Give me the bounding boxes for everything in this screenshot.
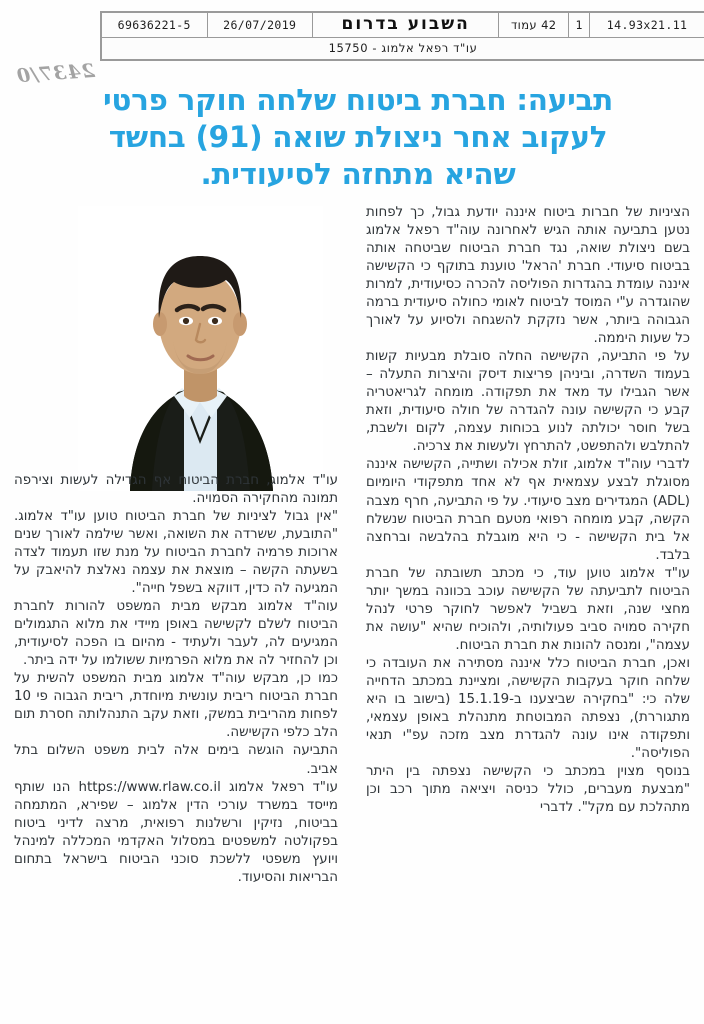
article-column-right [366, 204, 690, 817]
publication-name-cell: השבוע בדרום [312, 13, 498, 38]
clip-count-cell: 1 [569, 13, 590, 38]
article-column-left [14, 204, 338, 887]
headline-line-2: לעקוב אחר ניצולת שואה (91) בחשד [108, 119, 608, 154]
headline-line-1: תביעה: חברת ביטוח שלחה חוקר פרטי [102, 83, 614, 117]
clipping-meta-header [100, 11, 704, 61]
handwritten-scribble-mark: 2437/0 [15, 59, 96, 88]
paragraph: ואכן, חברת הביטוח כלל איננה מסתירה את העובדה כי שלחה חוקר בעקבות הקשישה, ומציינת במכתב הדחייה שלה כי: "בחקירה שביצענו ב-15.1.19 (בישוב בו היא מתגוררת), נצפתה המבוטחת מתנהלת באופן עצמאי, ותפקודה אינו עונה להגדרת מצב מזכה עפ"י תנאי הפוליסה". [366, 655, 690, 761]
clip-size-cell: 14.93x21.11 [590, 13, 704, 38]
clipping-subscriber-cell: עו"ד רפאל אלמוג - 15750 [102, 38, 704, 60]
paragraph: התביעה הוגשה בימים אלה לבית משפט השלום בתל אביב. [14, 743, 338, 777]
headline-line-3: שהיא מתחזה לסיעודית. [200, 156, 516, 191]
clipping-meta-row-2 [102, 38, 704, 60]
clipping-meta-row-1 [102, 13, 704, 38]
article-body [14, 204, 690, 1024]
publication-date-cell: 26/07/2019 [207, 13, 312, 38]
paragraph: בנוסף מצוין במכתב כי הקשישה נצפתה בין היתר "מבצעת מעברים, כולל כניסה ויציאה מתוך רכב וכן מתהלכת עם מקל". לדברי [366, 763, 690, 816]
paragraph: על פי התביעה, הקשישה החלה סובלת מבעיות קשות בעמוד השדרה, וביניהן פריצות דיסק והיצרות התעלה – אשר הגבילו עד מאד את תפקודה. מומחה לגריאטריה קבע כי הקשישה עונה להגדרה של חולה סיעודית, וזאת בשל חוסר יכולתה לנוע בכוחות עצמה, לקום ולשבת, להתלבש ולהתפשט, להתרחץ ולעשות את צרכיה. [366, 349, 690, 455]
photo-spacer [14, 204, 338, 472]
clip-page-cell: 42 עמוד [499, 13, 569, 38]
paragraph: עו"ד אלמוג טוען עוד, כי מכתב תשובתה של חברת הביטוח לתביעתה של הקשישה עוכב בכוונה במשך יותר מחצי שנה, וזאת בשביל לאפשר לחוקר פרטי לנהל חקירה סמויה סביב פעולותיה, ולהוכיח שהיא "עושה את עצמה", ומנסה להונות את חברת הביטוח. [366, 565, 690, 653]
paragraph: לדברי עוה"ד אלמוג, זולת אכילה ושתייה, הקשישה איננה מסוגלת לבצע עצמאית אף לא אחד מתפקודי היומיום (ADL) המגדירים מצב סיעודי. על פי התביעה, חרף מצבה הקשה, קבע מומחה רפואי מטעם חברת הביטוח שנשלח אל בית הקשישה - כי היא מוגבלת בהלבשה וברחצה בלבד. [366, 457, 690, 563]
clipping-meta-table [101, 12, 704, 60]
clip-id-cell: 69636221-5 [102, 13, 208, 38]
paragraph-with-url: עו"ד רפאל אלמוג https://www.rlaw.co.il הנו שותף מייסד במשרד עורכי הדין אלמוג – שפירא, המתמחה בביטוח, נזיקין ורשלנות רפואית, מרצה לדיני ביטוח בפקולטה למשפטים במסלול האקדמי המכללה למינהל ויועץ משפטי ללשכת סוכני הביטוח בישראל בתחום הבריאות והסיעוד. [14, 779, 339, 885]
article-headline [28, 82, 688, 193]
paragraph: הציניות של חברות ביטוח איננה יודעת גבול, כך לפחות נטען בתביעה אותה הגיש לאחרונה עוה"ד רפאל אלמוג בשם ניצולת שואה, נגד חברת הביטוח שביטחה אותה בביטוח סיעודי. חברת 'הראל' טוענת בתוקף כי הקשישה איננה עומדת בהגדרות הפוליסה להכרה כסיעודית, למרות שהוגדרה ע"י המוסד לביטוח לאומי כחולה סיעודית ברמה הגבוהה ביותר, אשר נזקקת להשגחה ולסיוע על לאורך כל שעות היממה. [366, 205, 690, 347]
paragraph: עוה"ד אלמוג מבקש מבית המשפט להורות לחברת הביטוח לשלם לקשישה באופן מיידי את מלוא התגמולים המגיעים לה, לעבר ולעתיד - מהיום בו הפכה לסיעודית, וכן להחזיר לה את מלוא הפרמיות ששולמו על ידה ביתר. [14, 599, 338, 669]
paragraph: "אין גבול לציניות של חברת הביטוח טוען עו"ד אלמוג. "התובעת, ששרדה את השואה, ואשר שילמה לאורך שנים ארוכות פרמיה לחברת הביטוח על מנת שזו תעמוד לצדה בשעתה הקשה – מוצאת את עצמה נאלצת להיאבק על המגיעה לה כדין, דווקא בשפל חייה". [14, 509, 338, 597]
paragraph: עו"ד אלמוג, חברת הביטוח אף הגדילה לעשות וצירפה תמונה מהחקירה הסמויה. [14, 473, 338, 507]
paragraph: כמו כן, מבקש עוה"ד אלמוג מבית המשפט להשית על חברת הביטוח ריבית עונשית מיוחדת, ריבית הגבוה פי 10 לפחות מהריבית במשק, וזאת עקב התנהלותה חסרת תום הלב כלפי הקשישה. [14, 671, 338, 741]
